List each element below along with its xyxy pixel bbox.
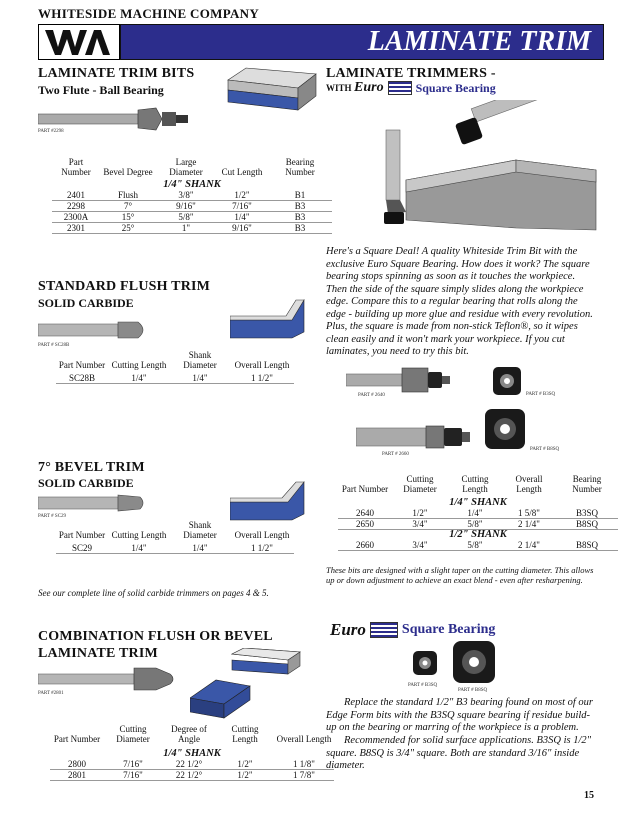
cell: SC29: [56, 540, 108, 554]
bevel-trim-table: [56, 520, 294, 554]
brand-square: Square Bearing: [415, 80, 496, 95]
col-header: Part Number: [58, 360, 106, 370]
col-header: Degree of Angle: [171, 724, 207, 744]
cell: 15°: [100, 212, 156, 223]
table-row: [52, 223, 332, 234]
col-header: Cutting Length: [111, 530, 167, 540]
col-header: Overall Length: [234, 530, 290, 540]
col-header: Cutting Length: [111, 360, 167, 370]
cell: 2800: [50, 759, 104, 770]
trim-bits-title: LAMINATE TRIM BITS: [38, 66, 195, 81]
cell: 2298: [52, 201, 100, 212]
page-number: 15: [584, 790, 594, 801]
cell: 7/16": [104, 770, 162, 781]
cell: 2 1/4": [502, 540, 556, 551]
cell: 1/2": [392, 508, 448, 519]
shank-label: 1/4" SHANK: [449, 497, 507, 508]
col-header: Part Number: [61, 157, 91, 177]
cell: B3: [268, 212, 332, 223]
flag-icon: [388, 81, 412, 95]
col-header: Overall Length: [515, 474, 543, 494]
cell: 3/4": [392, 540, 448, 551]
col-header: Shank Diameter: [183, 350, 217, 370]
col-header: Cutting Diameter: [116, 724, 150, 744]
cell: 1/4": [108, 540, 170, 554]
cell: 1/4": [108, 370, 170, 384]
flag-icon: [370, 622, 398, 638]
shank-label: 1/2" SHANK: [449, 529, 507, 540]
cell: 1/4": [170, 540, 230, 554]
col-header: Shank Diameter: [183, 520, 217, 540]
cell: 1/2": [216, 190, 268, 201]
cell: 7°: [100, 201, 156, 212]
company-name: WHITESIDE MACHINE COMPANY: [38, 6, 260, 21]
cell: 2 1/4": [502, 519, 556, 530]
taper-note: These bits are designed with a slight taper on the cutting diameter. This allows up or down adjustment to achieve an exact blend - even after resharpening.: [326, 565, 594, 585]
bevel-trim-subtitle: SOLID CARBIDE: [38, 476, 134, 490]
cell: 1/4": [216, 212, 268, 223]
flush-trim-title: STANDARD FLUSH TRIM: [38, 279, 211, 294]
col-header: Cutting Length: [231, 724, 259, 744]
combo-laminate-images: [190, 648, 310, 725]
table-row: [52, 190, 332, 201]
b3sq-replace-paragraph: Replace the standard 1/2" B3 bearing found on most of our Edge Form bits with the B3SQ square bearing if residue build-up on the bearing or marring of the workpiece is a problem.: [326, 697, 594, 733]
cell: 7/16": [216, 201, 268, 212]
cell: 2401: [52, 190, 100, 201]
shank-label: 1/4" SHANK: [163, 179, 221, 190]
cell: 3/8": [156, 190, 216, 201]
cell: 2640: [338, 508, 392, 519]
cell: 2300A: [52, 212, 100, 223]
cell: 1/2": [216, 770, 274, 781]
table-row: [338, 508, 618, 519]
col-header: Cutting Diameter: [403, 474, 437, 494]
cell: 2650: [338, 519, 392, 530]
bit-2660-image: [356, 422, 476, 457]
combo-table: [50, 724, 334, 781]
part-label: PART # SC28B: [38, 343, 70, 348]
euro-square-bearing-logo: [354, 80, 496, 96]
trimmers-table: [338, 474, 618, 551]
bevel-trim-title: 7° BEVEL TRIM: [38, 460, 145, 475]
flush-profile-image: [230, 296, 308, 345]
cell: 2801: [50, 770, 104, 781]
cell: 1": [156, 223, 216, 234]
table-row: [56, 540, 294, 554]
cell: 5/8": [448, 519, 502, 530]
company-logo: [38, 24, 120, 60]
cell: 1 7/8": [274, 770, 334, 781]
table-row: [56, 370, 294, 384]
square-deal-paragraph: Here's a Square Deal! A quality Whiteside Trim Bit with the exclusive Euro Square Bearing. How does it work? The square bearing stops spinning as soon as it touches the workpiece. Then the side of the square simply slides along the workpiece edge. Compare this to a regular bearing that rolls along the edge - building up more glue and residue with every revolution. Plus, the square is made from non-stick Teflon®, so it wipes clean easily and it won't mark your workpiece. If you cut laminates, you need to try this bit.: [326, 246, 593, 357]
cell: SC28B: [56, 370, 108, 384]
cell: 22 1/2°: [162, 759, 216, 770]
flush-trim-table: [56, 350, 294, 384]
col-header: Bearing Number: [572, 474, 602, 494]
part-label: PART #2801: [38, 691, 64, 696]
cell: B3: [268, 223, 332, 234]
brand-euro: Euro: [330, 620, 366, 639]
col-header: Overall Length: [234, 360, 290, 370]
brand-euro: Euro: [354, 80, 384, 95]
trimmers-with: WITH: [326, 83, 352, 93]
see-solid-carbide-note: See our complete line of solid carbide trimmers on pages 4 & 5.: [38, 588, 269, 598]
part-label: PART # B3SQ: [526, 392, 556, 397]
cell: 1/2": [216, 759, 274, 770]
part-label: PART #2298: [38, 129, 64, 134]
euro-square-bearing-logo-2: [330, 620, 530, 640]
col-header: Part Number: [58, 530, 106, 540]
part-label: PART # B8SQ: [530, 447, 560, 452]
cell: 1 1/2": [230, 370, 294, 384]
col-header: Cut Length: [221, 167, 263, 177]
cell: 9/16": [156, 201, 216, 212]
cell: 2301: [52, 223, 100, 234]
table-row: [52, 201, 332, 212]
square-bearing-trimmer-image: [366, 100, 598, 241]
laminate-stack-image: [226, 66, 318, 119]
cell: 1 5/8": [502, 508, 556, 519]
col-header: Part Number: [53, 734, 101, 744]
cell: 22 1/2°: [162, 770, 216, 781]
col-header: Bevel Degree: [103, 167, 153, 177]
cell: 5/8": [156, 212, 216, 223]
shank-label: 1/4" SHANK: [163, 748, 221, 759]
b8sq-bearing-image-2: [452, 640, 496, 689]
cell: 7/16": [104, 759, 162, 770]
cell: 25°: [100, 223, 156, 234]
cell: 3/4": [392, 519, 448, 530]
col-header: Cutting Length: [461, 474, 489, 494]
cell: Flush: [100, 190, 156, 201]
cell: 2660: [338, 540, 392, 551]
cell: B1: [268, 190, 332, 201]
brand-square: Square Bearing: [401, 622, 496, 637]
table-row: [52, 212, 332, 223]
b3sq-bearing-image-2: [412, 650, 438, 681]
part-label: PART # SC29: [38, 514, 67, 519]
flush-trim-subtitle: SOLID CARBIDE: [38, 296, 134, 310]
table-row: [338, 540, 618, 551]
b3sq-bearing-image: [492, 366, 522, 401]
trim-bits-subtitle: Two Flute - Ball Bearing: [38, 83, 164, 97]
cell: 5/8": [448, 540, 502, 551]
title-banner: [120, 24, 604, 60]
col-header: Part Number: [341, 484, 389, 494]
combo-title-2: LAMINATE TRIM: [38, 646, 158, 661]
cell: B8SQ: [556, 540, 618, 551]
col-header: Bearing Number: [285, 157, 315, 177]
table-row: [50, 770, 334, 781]
col-header: Overall Length: [276, 734, 332, 744]
banner-title: LAMINATE TRIM: [367, 26, 591, 57]
part-label: PART # 2660: [382, 452, 409, 457]
table-row: [50, 759, 334, 770]
solid-surface-paragraph: Recommended for solid surface applications. B3SQ is 1/2" square. B8SQ is 3/4" square. Both are standard 3/16" inside diameter.: [326, 735, 592, 771]
trim-bits-table: [52, 157, 332, 234]
part-label: PART # B3SQ: [408, 683, 438, 688]
cell: 9/16": [216, 223, 268, 234]
cell: 1/4": [448, 508, 502, 519]
part-label: PART # 2640: [358, 393, 385, 398]
combo-title-1: COMBINATION FLUSH OR BEVEL: [38, 629, 273, 644]
cell: 1 1/8": [274, 759, 334, 770]
b8sq-bearing-image: [484, 408, 526, 455]
cell: B8SQ: [556, 519, 618, 530]
cell: B3SQ: [556, 508, 618, 519]
col-header: Large Diameter: [169, 157, 203, 177]
trimmers-title: LAMINATE TRIMMERS -: [326, 66, 496, 81]
table-row: [338, 519, 618, 530]
cell: 1 1/2": [230, 540, 294, 554]
cell: 1/4": [170, 370, 230, 384]
cell: B3: [268, 201, 332, 212]
part-label: PART # B8SQ: [458, 688, 488, 693]
